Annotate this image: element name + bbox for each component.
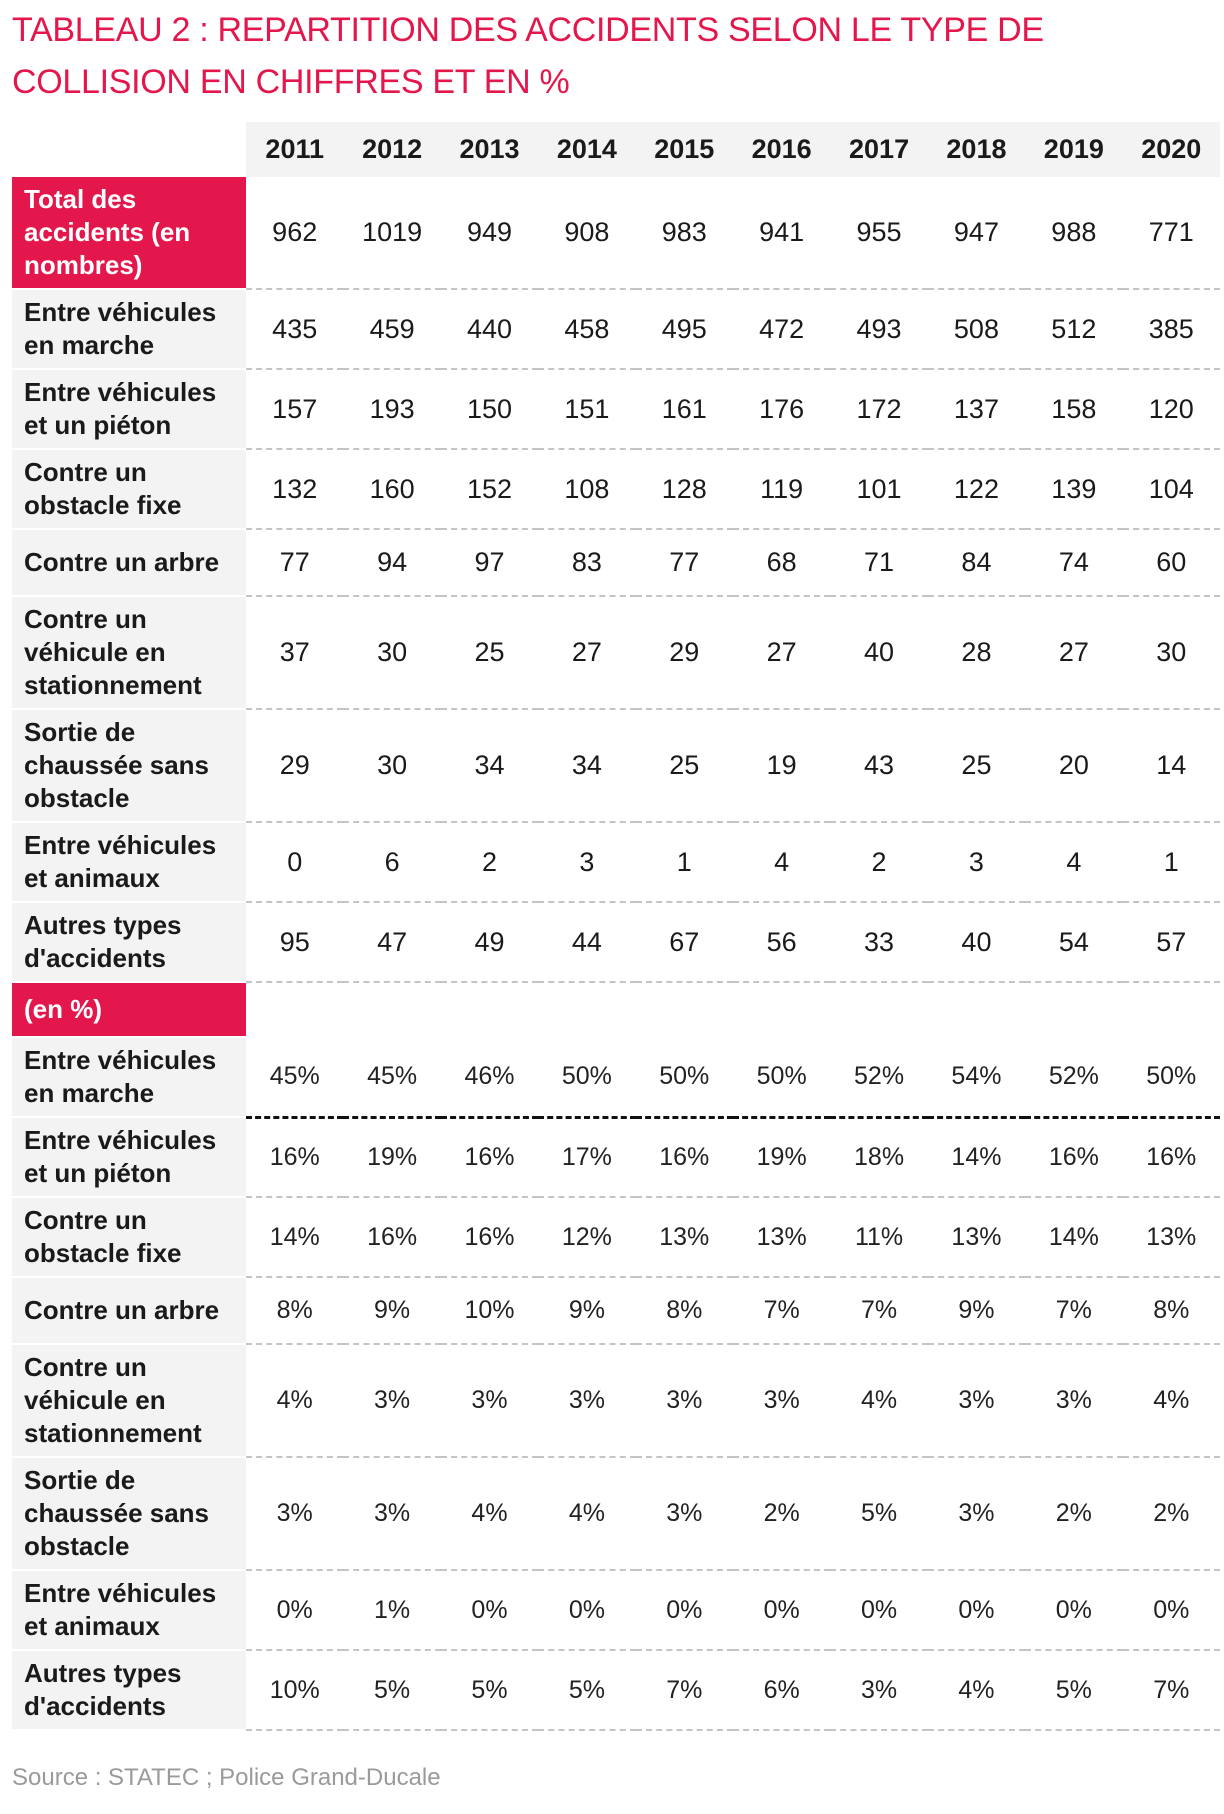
table-cell: 43 — [830, 709, 927, 822]
table-cell: 28 — [928, 596, 1025, 709]
table-cell: 16% — [441, 1117, 538, 1197]
table-cell: 84 — [928, 529, 1025, 596]
table-cell: 137 — [928, 369, 1025, 449]
table-cell: 14% — [1025, 1197, 1122, 1277]
row-label: Contre un véhicule en stationnement — [12, 596, 246, 709]
table-cell: 83 — [538, 529, 635, 596]
table-cell: 152 — [441, 449, 538, 529]
table-cell: 120 — [1123, 369, 1220, 449]
table-cell: 34 — [441, 709, 538, 822]
table-cell: 7% — [1123, 1650, 1220, 1730]
table-cell: 160 — [343, 449, 440, 529]
table-cell: 3% — [830, 1650, 927, 1730]
table-cell: 18% — [830, 1117, 927, 1197]
table-cell: 5% — [538, 1650, 635, 1730]
blank-cell — [1123, 982, 1220, 1037]
table-cell: 7% — [636, 1650, 733, 1730]
row-label: Sortie de chaussée sans obstacle — [12, 1457, 246, 1570]
table-cell: 512 — [1025, 289, 1122, 369]
table-cell: 3% — [538, 1344, 635, 1457]
table-cell: 13% — [733, 1197, 830, 1277]
row-label: Sortie de chaussée sans obstacle — [12, 709, 246, 822]
table-cell: 19% — [733, 1117, 830, 1197]
table-cell: 50% — [636, 1037, 733, 1117]
total-label: Total des accidents (en nombres) — [12, 177, 246, 289]
table-cell: 983 — [636, 177, 733, 289]
year-header: 2014 — [538, 122, 635, 177]
table-cell: 459 — [343, 289, 440, 369]
table-cell: 4 — [1025, 822, 1122, 902]
table-cell: 139 — [1025, 449, 1122, 529]
blank-cell — [538, 982, 635, 1037]
table-cell: 25 — [928, 709, 1025, 822]
blank-cell — [343, 982, 440, 1037]
blank-cell — [733, 982, 830, 1037]
table-cell: 16% — [1025, 1117, 1122, 1197]
table-cell: 4% — [830, 1344, 927, 1457]
table-cell: 0% — [441, 1570, 538, 1650]
table-cell: 95 — [246, 902, 343, 982]
table-cell: 101 — [830, 449, 927, 529]
table-cell: 10% — [246, 1650, 343, 1730]
collision-table — [12, 122, 1220, 1731]
table-cell: 16% — [636, 1117, 733, 1197]
table-cell: 4% — [246, 1344, 343, 1457]
table-cell: 435 — [246, 289, 343, 369]
table-cell: 3% — [246, 1457, 343, 1570]
row-label: Contre un arbre — [12, 529, 246, 596]
table-cell: 122 — [928, 449, 1025, 529]
table-cell: 8% — [636, 1277, 733, 1344]
table-cell: 47 — [343, 902, 440, 982]
table-cell: 71 — [830, 529, 927, 596]
table-cell: 161 — [636, 369, 733, 449]
table-cell: 3 — [538, 822, 635, 902]
table-cell: 14% — [246, 1197, 343, 1277]
table-cell: 2% — [1025, 1457, 1122, 1570]
table-cell: 13% — [1123, 1197, 1220, 1277]
table-cell: 176 — [733, 369, 830, 449]
table-cell: 16% — [1123, 1117, 1220, 1197]
table-cell: 0% — [538, 1570, 635, 1650]
row-label: Contre un arbre — [12, 1277, 246, 1344]
table-cell: 128 — [636, 449, 733, 529]
row-label: Contre un obstacle fixe — [12, 449, 246, 529]
table-cell: 1 — [636, 822, 733, 902]
table-cell: 385 — [1123, 289, 1220, 369]
table-cell: 1% — [343, 1570, 440, 1650]
table-cell: 11% — [830, 1197, 927, 1277]
table-cell: 3% — [1025, 1344, 1122, 1457]
blank-cell — [1025, 982, 1122, 1037]
table-row — [12, 1344, 1220, 1457]
year-header: 2012 — [343, 122, 440, 177]
table-cell: 0% — [830, 1570, 927, 1650]
table-cell: 16% — [343, 1197, 440, 1277]
table-cell: 13% — [928, 1197, 1025, 1277]
year-header: 2018 — [928, 122, 1025, 177]
table-cell: 0 — [246, 822, 343, 902]
table-cell: 988 — [1025, 177, 1122, 289]
year-header: 2011 — [246, 122, 343, 177]
table-cell: 17% — [538, 1117, 635, 1197]
table-cell: 3 — [928, 822, 1025, 902]
table-cell: 52% — [1025, 1037, 1122, 1117]
table-cell: 3% — [928, 1344, 1025, 1457]
table-cell: 2% — [1123, 1457, 1220, 1570]
table-cell: 37 — [246, 596, 343, 709]
table-cell: 49 — [441, 902, 538, 982]
table-cell: 52% — [830, 1037, 927, 1117]
table-row — [12, 1650, 1220, 1730]
blank-cell — [246, 982, 343, 1037]
table-cell: 495 — [636, 289, 733, 369]
table-cell: 493 — [830, 289, 927, 369]
table-cell: 9% — [538, 1277, 635, 1344]
table-cell: 5% — [441, 1650, 538, 1730]
table-cell: 119 — [733, 449, 830, 529]
year-header: 2015 — [636, 122, 733, 177]
table-cell: 1019 — [343, 177, 440, 289]
table-cell: 6% — [733, 1650, 830, 1730]
table-row — [12, 449, 1220, 529]
table-cell: 4% — [1123, 1344, 1220, 1457]
table-cell: 74 — [1025, 529, 1122, 596]
table-cell: 60 — [1123, 529, 1220, 596]
table-cell: 941 — [733, 177, 830, 289]
table-cell: 57 — [1123, 902, 1220, 982]
table-cell: 0% — [1123, 1570, 1220, 1650]
table-cell: 8% — [246, 1277, 343, 1344]
blank-cell — [441, 982, 538, 1037]
table-row — [12, 369, 1220, 449]
table-cell: 3% — [733, 1344, 830, 1457]
table-cell: 150 — [441, 369, 538, 449]
table-cell: 14% — [928, 1117, 1025, 1197]
table-cell: 6 — [343, 822, 440, 902]
year-header: 2019 — [1025, 122, 1122, 177]
table-cell: 34 — [538, 709, 635, 822]
header-corner — [12, 122, 246, 177]
table-cell: 30 — [343, 709, 440, 822]
table-cell: 158 — [1025, 369, 1122, 449]
table-row — [12, 1277, 1220, 1344]
table-cell: 19% — [343, 1117, 440, 1197]
table-cell: 4% — [441, 1457, 538, 1570]
table-row — [12, 1117, 1220, 1197]
table-cell: 27 — [733, 596, 830, 709]
table-cell: 25 — [441, 596, 538, 709]
table-cell: 13% — [636, 1197, 733, 1277]
table-cell: 5% — [1025, 1650, 1122, 1730]
table-row — [12, 1570, 1220, 1650]
table-cell: 19 — [733, 709, 830, 822]
table-cell: 0% — [928, 1570, 1025, 1650]
table-cell: 962 — [246, 177, 343, 289]
year-header: 2016 — [733, 122, 830, 177]
table-cell: 50% — [538, 1037, 635, 1117]
row-label: Autres types d'accidents — [12, 902, 246, 982]
table-cell: 0% — [733, 1570, 830, 1650]
table-row — [12, 822, 1220, 902]
table-cell: 46% — [441, 1037, 538, 1117]
table-cell: 2 — [441, 822, 538, 902]
table-cell: 5% — [343, 1650, 440, 1730]
table-cell: 193 — [343, 369, 440, 449]
table-cell: 7% — [733, 1277, 830, 1344]
table-cell: 30 — [343, 596, 440, 709]
table-cell: 27 — [1025, 596, 1122, 709]
table-row — [12, 1037, 1220, 1117]
year-header: 2017 — [830, 122, 927, 177]
table-cell: 10% — [441, 1277, 538, 1344]
table-cell: 9% — [343, 1277, 440, 1344]
table-cell: 54 — [1025, 902, 1122, 982]
table-cell: 0% — [636, 1570, 733, 1650]
table-cell: 20 — [1025, 709, 1122, 822]
table-cell: 33 — [830, 902, 927, 982]
table-row — [12, 529, 1220, 596]
table-row — [12, 982, 1220, 1037]
table-cell: 16% — [441, 1197, 538, 1277]
table-cell: 9% — [928, 1277, 1025, 1344]
table-title: TABLEAU 2 : REPARTITION DES ACCIDENTS SELON LE TYPE DE COLLISION EN CHIFFRES ET EN % — [12, 11, 1044, 101]
table-cell: 4% — [538, 1457, 635, 1570]
table-cell: 108 — [538, 449, 635, 529]
table-cell: 29 — [636, 596, 733, 709]
table-cell: 77 — [636, 529, 733, 596]
table-cell: 27 — [538, 596, 635, 709]
table-cell: 25 — [636, 709, 733, 822]
table-cell: 4 — [733, 822, 830, 902]
table-row — [12, 289, 1220, 369]
table-cell: 45% — [246, 1037, 343, 1117]
table-body — [12, 177, 1220, 1730]
row-label: Entre véhicules et un piéton — [12, 1117, 246, 1197]
row-label: Entre véhicules en marche — [12, 1037, 246, 1117]
table-cell: 132 — [246, 449, 343, 529]
table-cell: 50% — [1123, 1037, 1220, 1117]
table-cell: 955 — [830, 177, 927, 289]
year-header: 2020 — [1123, 122, 1220, 177]
table-cell: 771 — [1123, 177, 1220, 289]
table-row — [12, 709, 1220, 822]
table-cell: 0% — [246, 1570, 343, 1650]
table-cell: 3% — [636, 1344, 733, 1457]
table-cell: 4% — [928, 1650, 1025, 1730]
blank-cell — [928, 982, 1025, 1037]
year-header: 2013 — [441, 122, 538, 177]
blank-cell — [636, 982, 733, 1037]
row-label: Entre véhicules et animaux — [12, 1570, 246, 1650]
table-cell: 157 — [246, 369, 343, 449]
table-cell: 5% — [830, 1457, 927, 1570]
table-row — [12, 596, 1220, 709]
table-cell: 151 — [538, 369, 635, 449]
table-cell: 508 — [928, 289, 1025, 369]
table-cell: 908 — [538, 177, 635, 289]
table-cell: 30 — [1123, 596, 1220, 709]
table-row — [12, 177, 1220, 289]
table-cell: 45% — [343, 1037, 440, 1117]
row-label: Contre un véhicule en stationnement — [12, 1344, 246, 1457]
table-cell: 16% — [246, 1117, 343, 1197]
table-cell: 44 — [538, 902, 635, 982]
table-cell: 440 — [441, 289, 538, 369]
table-cell: 3% — [441, 1344, 538, 1457]
table-cell: 14 — [1123, 709, 1220, 822]
table-cell: 2% — [733, 1457, 830, 1570]
table-cell: 947 — [928, 177, 1025, 289]
table-cell: 54% — [928, 1037, 1025, 1117]
table-cell: 56 — [733, 902, 830, 982]
table-cell: 3% — [343, 1457, 440, 1570]
table-cell: 7% — [830, 1277, 927, 1344]
row-label: Entre véhicules et animaux — [12, 822, 246, 902]
table-cell: 8% — [1123, 1277, 1220, 1344]
table-cell: 97 — [441, 529, 538, 596]
table-cell: 12% — [538, 1197, 635, 1277]
table-cell: 29 — [246, 709, 343, 822]
table-cell: 3% — [343, 1344, 440, 1457]
table-cell: 94 — [343, 529, 440, 596]
table-cell: 67 — [636, 902, 733, 982]
table-cell: 949 — [441, 177, 538, 289]
year-header-row — [12, 122, 1220, 177]
blank-cell — [830, 982, 927, 1037]
table-cell: 1 — [1123, 822, 1220, 902]
table-cell: 458 — [538, 289, 635, 369]
table-cell: 50% — [733, 1037, 830, 1117]
table-cell: 0% — [1025, 1570, 1122, 1650]
row-label: Autres types d'accidents — [12, 1650, 246, 1730]
table-cell: 77 — [246, 529, 343, 596]
table-cell: 40 — [928, 902, 1025, 982]
table-row — [12, 902, 1220, 982]
table-row — [12, 1457, 1220, 1570]
table-cell: 3% — [636, 1457, 733, 1570]
table-cell: 3% — [928, 1457, 1025, 1570]
table-cell: 104 — [1123, 449, 1220, 529]
row-label: Entre véhicules et un piéton — [12, 369, 246, 449]
source-note: Source : STATEC ; Police Grand-Ducale — [12, 1764, 441, 1791]
table-cell: 472 — [733, 289, 830, 369]
table-cell: 2 — [830, 822, 927, 902]
row-label: Entre véhicules en marche — [12, 289, 246, 369]
table-cell: 68 — [733, 529, 830, 596]
percent-section-label: (en %) — [12, 982, 246, 1037]
table-cell: 7% — [1025, 1277, 1122, 1344]
row-label: Contre un obstacle fixe — [12, 1197, 246, 1277]
table-cell: 172 — [830, 369, 927, 449]
table-cell: 40 — [830, 596, 927, 709]
table-row — [12, 1197, 1220, 1277]
